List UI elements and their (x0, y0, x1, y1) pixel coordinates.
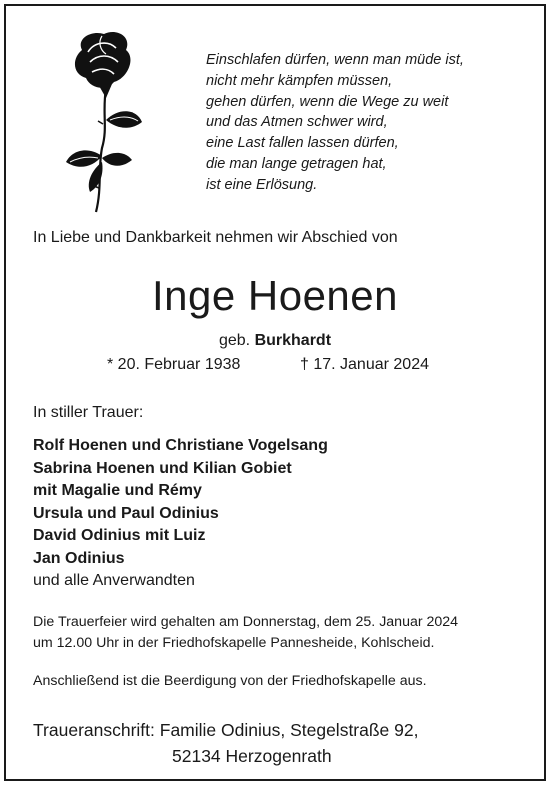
address-line-1: Traueranschrift: Familie Odinius, Stegelstraße 92, (33, 720, 419, 740)
birth-name: Burkhardt (254, 332, 332, 349)
poem-line: Einschlafen dürfen, wenn man müde ist, (206, 52, 464, 68)
birth-date: * 20. Februar 1938 (107, 356, 241, 373)
poem (206, 50, 464, 196)
funeral-info (33, 612, 458, 653)
death-date: † 17. Januar 2024 (300, 356, 429, 373)
poem-line: ist eine Erlösung. (206, 176, 318, 193)
birth-name-line (6, 332, 544, 350)
family-member: mit Magalie und Rémy (33, 482, 202, 499)
funeral-line: Die Trauerfeier wird gehalten am Donnerstag, dem 25. Januar 2024 (33, 614, 459, 630)
funeral-line: um 12.00 Uhr in der Friedhofskapelle Pannesheide, Kohlscheid. (33, 634, 435, 651)
intro-text: In Liebe und Dankbarkeit nehmen wir Abschied von (33, 229, 398, 246)
family-closing: und alle Anverwandten (33, 572, 195, 589)
poem-line: gehen dürfen, wenn die Wege zu weit (206, 93, 449, 110)
family-member: David Odinius mit Luiz (33, 527, 206, 544)
family-member: Jan Odinius (33, 549, 125, 567)
poem-line: nicht mehr kämpfen müssen, (206, 72, 393, 89)
family-member: Rolf Hoenen und Christiane Vogelsang (33, 437, 328, 454)
mourning-intro: In stiller Trauer: (33, 404, 144, 421)
burial-info: Anschließend ist die Beerdigung von der Friedhofskapelle aus. (33, 673, 427, 689)
poem-line: die man lange getragen hat, (206, 155, 387, 172)
family-member: Ursula und Paul Odinius (33, 504, 219, 522)
mourning-address (33, 717, 418, 769)
birth-prefix: geb. (218, 332, 251, 349)
deceased-name: Inge Hoenen (151, 272, 399, 319)
rose-icon (62, 28, 146, 214)
family-list (33, 435, 328, 593)
poem-line: und das Atmen schwer wird, (206, 114, 388, 131)
family-member: Sabrina Hoenen und Kilian Gobiet (33, 459, 292, 477)
address-line-2: 52134 Herzogenrath (172, 746, 332, 766)
poem-line: eine Last fallen lassen dürfen, (206, 135, 399, 152)
obituary-card (4, 4, 546, 781)
